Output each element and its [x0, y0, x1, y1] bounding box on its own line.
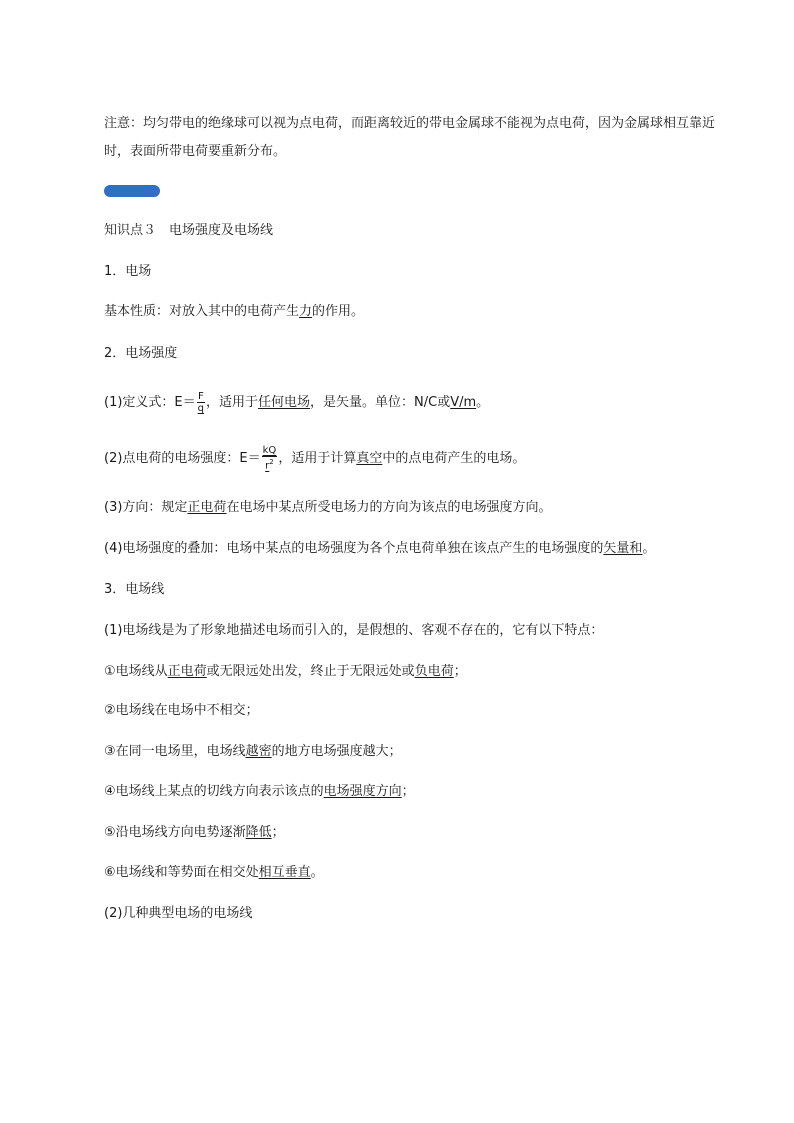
feature-3-b: 的地方电场强度越大；	[271, 744, 402, 759]
feature-3-a: ③在同一电场里，电场线	[104, 744, 246, 759]
definition-any-field: 任何电场	[258, 395, 311, 410]
point-charge-end: 中的点电荷产生的电场。	[382, 451, 526, 466]
feature-1-positive: 正电荷	[167, 664, 207, 679]
point-charge-fraction	[262, 445, 278, 471]
heading-field-lines: 3．电场线	[104, 582, 165, 597]
basic-property-suffix: 的作用。	[312, 304, 365, 319]
definition-unit-text: ，是矢量。单位：N/C或	[310, 395, 451, 410]
feature-4-a: ④电场线上某点的切线方向表示该点的	[104, 784, 324, 799]
typical-field-lines-heading: (2)几种典型电场的电场线	[104, 906, 253, 921]
definition-end: 。	[476, 395, 490, 410]
definition-mid: ，适用于	[206, 395, 259, 410]
point-charge-line	[104, 441, 525, 477]
fraction-exponent: 2	[269, 458, 274, 467]
definition-fraction	[197, 391, 205, 414]
direction-end: 在电场中某点所受电场力的方向为该点的电场强度方向。	[226, 500, 552, 515]
section-accent-bar	[104, 185, 160, 197]
feature-4	[104, 783, 415, 801]
feature-5-b: ；	[271, 825, 285, 840]
direction-prefix: (3)方向：规定	[104, 500, 188, 515]
point-charge-mid: ，适用于计算	[278, 451, 357, 466]
definition-line	[104, 385, 489, 421]
basic-property-line	[104, 303, 364, 321]
feature-5-a: ⑤沿电场线方向电势逐渐	[104, 825, 246, 840]
heading-electric-field: 1．电场	[104, 264, 152, 279]
superposition-prefix: (4)电场强度的叠加：电场中某点的电场强度为各个点电荷单独在该点产生的电场强度的	[104, 541, 604, 556]
feature-5	[104, 824, 285, 842]
feature-1-negative: 负电荷	[414, 664, 454, 679]
feature-2: ②电场线在电场中不相交；	[104, 703, 259, 718]
feature-6-a: ⑥电场线和等势面在相交处	[104, 865, 259, 880]
superposition-end: 。	[642, 541, 656, 556]
feature-3	[104, 743, 402, 761]
heading-field-strength: 2．电场强度	[104, 346, 178, 361]
feature-4-b: ；	[401, 784, 415, 799]
note-paragraph	[104, 110, 716, 166]
definition-prefix: (1)定义式：E＝	[104, 395, 196, 410]
feature-3-denser: 越密	[245, 744, 272, 759]
feature-4-direction: 电场强度方向	[323, 784, 402, 799]
fraction-denominator-q: q	[197, 403, 204, 414]
fraction-denominator-r: r	[265, 460, 270, 472]
note-text: 注意：均匀带电的绝缘球可以视为点电荷，而距离较近的带电金属球不能视为点电荷，因为金属球相互靠近时，表面所带电荷要重新分布。	[104, 116, 716, 159]
feature-6	[104, 864, 324, 882]
field-lines-intro: (1)电场线是为了形象地描述电场而引入的，是假想的、客观不存在的，它有以下特点：	[104, 623, 604, 638]
feature-5-decrease: 降低	[245, 825, 272, 840]
superposition-vector-sum: 矢量和	[603, 541, 643, 556]
definition-unit-vm: V/m	[450, 395, 477, 410]
direction-positive-charge: 正电荷	[187, 500, 227, 515]
feature-1-a: ①电场线从	[104, 664, 168, 679]
feature-1-b: 或无限远处出发，终止于无限远处或	[206, 664, 415, 679]
feature-1-c: ；	[453, 664, 467, 679]
superposition-line	[104, 540, 655, 558]
feature-1	[104, 663, 467, 681]
direction-line	[104, 499, 551, 517]
feature-6-perpendicular: 相互垂直	[258, 865, 311, 880]
fraction-numerator-F: F	[197, 391, 204, 402]
basic-property-underlined: 力	[299, 304, 313, 319]
point-charge-prefix: (2)点电荷的电场强度：E＝	[104, 451, 261, 466]
feature-6-b: 。	[310, 865, 324, 880]
section-title: 知识点３ 电场强度及电场线	[104, 223, 274, 238]
point-charge-vacuum: 真空	[356, 451, 383, 466]
basic-property-prefix: 基本性质：对放入其中的电荷产生	[104, 304, 300, 319]
fraction-numerator-kQ: kQ	[262, 445, 277, 457]
